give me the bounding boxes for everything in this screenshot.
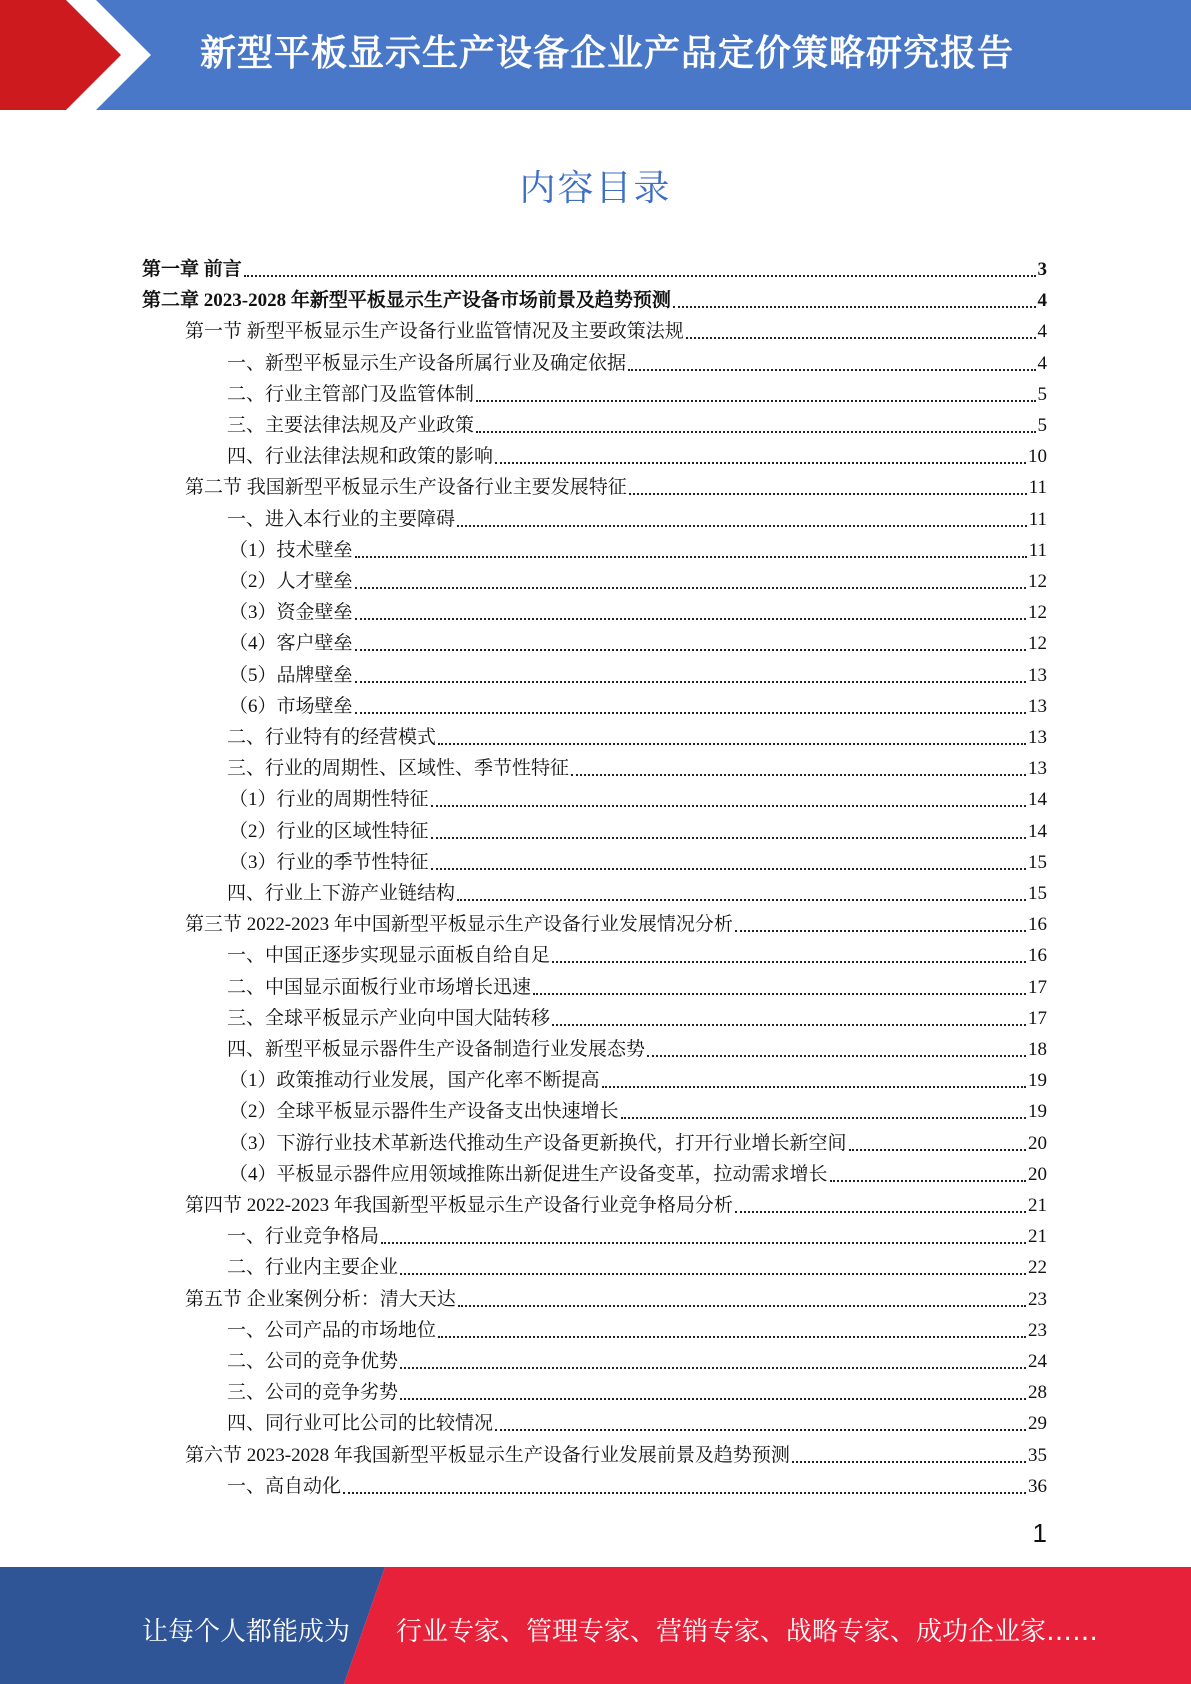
- toc-entry-title: 第二节 我国新型平板显示生产设备行业主要发展特征: [185, 477, 627, 499]
- toc-entry-page: 17: [1028, 1007, 1047, 1029]
- toc-entry-title: 第五节 企业案例分析：清大天达: [185, 1288, 456, 1310]
- toc-entry[interactable]: [227, 753, 1047, 784]
- toc-entry[interactable]: [185, 1440, 1047, 1471]
- toc-entry[interactable]: [229, 535, 1047, 566]
- toc-entry[interactable]: [229, 566, 1047, 597]
- toc-entry-page: 11: [1028, 508, 1047, 530]
- toc-entry-page: 21: [1028, 1195, 1047, 1216]
- toc-entry-page: 12: [1028, 602, 1047, 624]
- toc-entry-title: 三、主要法律法规及产业政策: [227, 415, 475, 436]
- toc-dot-leader: [735, 930, 1026, 932]
- toc-entry[interactable]: [227, 722, 1047, 753]
- toc-entry-page: 36: [1028, 1475, 1047, 1497]
- toc-dot-leader: [355, 681, 1026, 683]
- toc-entry[interactable]: [229, 691, 1047, 722]
- toc-entry-page: 35: [1028, 1444, 1047, 1466]
- toc-entry-title: （5）品牌壁垒: [229, 664, 353, 686]
- toc-entry-page: 13: [1028, 758, 1047, 780]
- toc-entry[interactable]: [227, 878, 1047, 909]
- toc-entry[interactable]: [227, 504, 1047, 535]
- toc-entry-page: 19: [1028, 1101, 1047, 1123]
- toc-dot-leader: [400, 1273, 1026, 1275]
- toc-dot-leader: [830, 1180, 1026, 1182]
- toc-entry-title: 一、高自动化: [227, 1475, 342, 1497]
- toc-dot-leader: [355, 556, 1027, 558]
- toc-entry-title: （3）下游行业技术革新迭代推动生产设备更新换代，打开行业增长新空间: [229, 1132, 847, 1154]
- toc-entry-title: 第三节 2022-2023 年中国新型平板显示生产设备行业发展情况分析: [185, 914, 733, 936]
- toc-entry-title: （2）行业的区域性特征: [229, 820, 429, 842]
- toc-entry[interactable]: [227, 1034, 1047, 1065]
- toc-entry-page: 29: [1028, 1413, 1047, 1435]
- toc-dot-leader: [355, 618, 1026, 620]
- toc-entry-title: 四、行业法律法规和政策的影响: [227, 446, 494, 468]
- toc-entry-title: 三、全球平板显示产业向中国大陆转移: [227, 1007, 551, 1029]
- toc-entry-title: 四、行业上下游产业链结构: [227, 883, 456, 904]
- toc-dot-leader: [458, 1305, 1026, 1307]
- toc-dot-leader: [343, 1492, 1026, 1494]
- footer-slogan-left: 让每个人都能成为: [142, 1617, 351, 1647]
- toc-entry[interactable]: [227, 1408, 1047, 1439]
- toc-entry-page: 13: [1028, 727, 1047, 748]
- toc-entry-title: 二、行业内主要企业: [227, 1257, 399, 1279]
- toc-entry-page: 13: [1028, 664, 1047, 686]
- toc-entry-page: 15: [1028, 851, 1047, 873]
- toc-entry-page: 12: [1028, 633, 1047, 655]
- toc-entry-title: 一、进入本行业的主要障碍: [227, 508, 456, 530]
- toc-entry-page: 10: [1028, 446, 1047, 468]
- toc-entry-title: 第一节 新型平板显示生产设备行业监管情况及主要政策法规: [185, 321, 684, 343]
- toc-entry[interactable]: [227, 1003, 1047, 1034]
- toc-entry-page: 4: [1037, 290, 1047, 312]
- toc-dot-leader: [400, 1398, 1026, 1400]
- toc-entry-title: （4）客户壁垒: [229, 633, 353, 655]
- toc-entry-title: 一、新型平板显示生产设备所属行业及确定依据: [227, 352, 627, 374]
- toc-dot-leader: [686, 337, 1036, 339]
- toc-entry[interactable]: [227, 1221, 1047, 1252]
- toc-entry[interactable]: [185, 316, 1047, 347]
- toc-entry-page: 18: [1028, 1039, 1047, 1060]
- toc-entry-title: 二、中国显示面板行业市场增长迅速: [227, 976, 532, 998]
- toc-entry-title: 一、中国正逐步实现显示面板自给自足: [227, 945, 551, 967]
- toc-dot-leader: [792, 1461, 1026, 1463]
- toc-entry[interactable]: [142, 254, 1047, 285]
- toc-entry-page: 12: [1028, 571, 1047, 592]
- toc-entry[interactable]: [229, 1096, 1047, 1127]
- toc-entry[interactable]: [227, 1252, 1047, 1283]
- toc-entry[interactable]: [185, 1284, 1047, 1315]
- toc-entry-title: （1）行业的周期性特征: [229, 789, 429, 811]
- toc-entry[interactable]: [227, 441, 1047, 472]
- toc-dot-leader: [457, 525, 1027, 527]
- toc-entry-title: （6）市场壁垒: [229, 695, 353, 717]
- toc-dot-leader: [355, 587, 1026, 589]
- toc-entry-page: 14: [1028, 820, 1047, 842]
- toc-entry[interactable]: [227, 410, 1047, 441]
- toc-entry-page: 5: [1037, 383, 1047, 405]
- toc-entry-title: 第二章 2023-2028 年新型平板显示生产设备市场前景及趋势预测: [142, 290, 671, 312]
- toc-entry[interactable]: [227, 1377, 1047, 1408]
- toc-dot-leader: [552, 1024, 1026, 1026]
- toc-entry-page: 23: [1028, 1319, 1047, 1341]
- toc-entry[interactable]: [227, 972, 1047, 1003]
- toc-entry-title: 第一章 前言: [142, 259, 242, 280]
- toc-entry[interactable]: [229, 1065, 1047, 1096]
- toc-entry[interactable]: [229, 660, 1047, 691]
- toc-dot-leader: [647, 1055, 1026, 1057]
- toc-entry-title: （1）政策推动行业发展，国产化率不断提高: [229, 1070, 600, 1092]
- toc-dot-leader: [621, 1117, 1026, 1119]
- toc-entry[interactable]: [229, 816, 1047, 847]
- toc-dot-leader: [244, 275, 1036, 277]
- header-banner: [0, 0, 1191, 110]
- toc-entry-title: （1）技术壁垒: [229, 539, 353, 561]
- toc-dot-leader: [602, 1086, 1026, 1088]
- toc-entry[interactable]: [185, 1190, 1047, 1221]
- toc-dot-leader: [438, 743, 1026, 745]
- toc-dot-leader: [355, 712, 1026, 714]
- toc-entry-title: 第四节 2022-2023 年我国新型平板显示生产设备行业竞争格局分析: [185, 1195, 733, 1216]
- toc-dot-leader: [438, 1336, 1026, 1338]
- toc-entry-title: 四、新型平板显示器件生产设备制造行业发展态势: [227, 1039, 646, 1060]
- toc-entry-page: 3: [1037, 259, 1047, 280]
- report-title: 新型平板显示生产设备企业产品定价策略研究报告: [200, 33, 1015, 74]
- toc-heading: 内容目录: [519, 168, 672, 209]
- toc-entry-title: 三、公司的竞争劣势: [227, 1382, 399, 1404]
- toc-entry-page: 20: [1028, 1163, 1047, 1185]
- toc-entry[interactable]: [185, 909, 1047, 940]
- toc-entry[interactable]: [227, 940, 1047, 971]
- page-number: 1: [1032, 1518, 1047, 1548]
- toc-dot-leader: [629, 493, 1027, 495]
- toc-entry-title: （4）平板显示器件应用领域推陈出新促进生产设备变革，拉动需求增长: [229, 1163, 828, 1185]
- toc-entry-title: 二、行业主管部门及监管体制: [227, 383, 475, 405]
- toc-dot-leader: [431, 805, 1026, 807]
- toc-entry[interactable]: [229, 628, 1047, 659]
- toc-entry-page: 5: [1037, 415, 1047, 436]
- toc-entry-title: （2）全球平板显示器件生产设备支出快速增长: [229, 1101, 619, 1123]
- toc-entry-page: 20: [1028, 1132, 1047, 1154]
- toc-entry-page: 23: [1028, 1288, 1047, 1310]
- toc-entry-page: 21: [1028, 1226, 1047, 1248]
- toc-entry-page: 13: [1028, 695, 1047, 717]
- toc-entry-title: 一、公司产品的市场地位: [227, 1319, 437, 1341]
- toc-dot-leader: [673, 306, 1036, 308]
- toc-entry-title: （3）资金壁垒: [229, 602, 353, 624]
- toc-entry-title: 四、同行业可比公司的比较情况: [227, 1413, 494, 1435]
- toc-dot-leader: [735, 1211, 1026, 1213]
- toc-entry-title: （3）行业的季节性特征: [229, 851, 429, 873]
- toc-entry[interactable]: [185, 472, 1047, 503]
- toc-entry-page: 16: [1028, 914, 1047, 936]
- toc-entry[interactable]: [227, 1471, 1047, 1502]
- toc-dot-leader: [400, 1367, 1026, 1369]
- toc-entry-page: 4: [1037, 321, 1047, 343]
- toc-dot-leader: [476, 431, 1035, 433]
- toc-dot-leader: [571, 774, 1026, 776]
- toc-entry[interactable]: [227, 1346, 1047, 1377]
- toc-dot-leader: [495, 1429, 1026, 1431]
- toc-entry-page: 15: [1028, 883, 1047, 904]
- toc-entry-title: 一、行业竞争格局: [227, 1226, 380, 1248]
- toc-entry-page: 11: [1028, 477, 1047, 499]
- toc-entry-title: 二、行业特有的经营模式: [227, 727, 437, 748]
- toc-entry[interactable]: [229, 1128, 1047, 1159]
- footer-banner: [0, 1567, 1191, 1684]
- footer-slogan-right: 行业专家、管理专家、营销专家、战略专家、成功企业家……: [396, 1617, 1099, 1647]
- toc-dot-leader: [476, 400, 1035, 402]
- toc-dot-leader: [381, 1242, 1026, 1244]
- toc-dot-leader: [355, 649, 1026, 651]
- toc-entry-page: 17: [1028, 976, 1047, 998]
- toc-entry[interactable]: [229, 597, 1047, 628]
- toc-dot-leader: [849, 1149, 1026, 1151]
- toc-dot-leader: [533, 993, 1026, 995]
- toc-entry[interactable]: [227, 1315, 1047, 1346]
- toc-entry[interactable]: [229, 1159, 1047, 1190]
- toc-entry-page: 24: [1028, 1351, 1047, 1372]
- toc-entry-title: （2）人才壁垒: [229, 571, 353, 592]
- toc-entry-page: 19: [1028, 1070, 1047, 1092]
- toc-entry-page: 14: [1028, 789, 1047, 811]
- toc-dot-leader: [431, 837, 1026, 839]
- toc-dot-leader: [431, 868, 1026, 870]
- toc-entry-title: 二、公司的竞争优势: [227, 1351, 399, 1372]
- toc-dot-leader: [457, 899, 1026, 901]
- toc-entry-page: 4: [1037, 352, 1047, 374]
- toc-dot-leader: [628, 369, 1035, 371]
- toc-entry[interactable]: [229, 847, 1047, 878]
- toc-entry[interactable]: [227, 379, 1047, 410]
- toc-entry-page: 16: [1028, 945, 1047, 967]
- toc-entry-page: 22: [1028, 1257, 1047, 1279]
- toc-entry-title: 三、行业的周期性、区域性、季节性特征: [227, 758, 570, 780]
- toc-entry[interactable]: [227, 348, 1047, 379]
- toc-entry-page: 28: [1028, 1382, 1047, 1404]
- toc-dot-leader: [552, 961, 1026, 963]
- toc-entry[interactable]: [142, 285, 1047, 316]
- toc-entry-title: 第六节 2023-2028 年我国新型平板显示生产设备行业发展前景及趋势预测: [185, 1444, 790, 1466]
- toc-entry-page: 11: [1028, 539, 1047, 561]
- toc-dot-leader: [495, 462, 1026, 464]
- toc-entry[interactable]: [229, 784, 1047, 815]
